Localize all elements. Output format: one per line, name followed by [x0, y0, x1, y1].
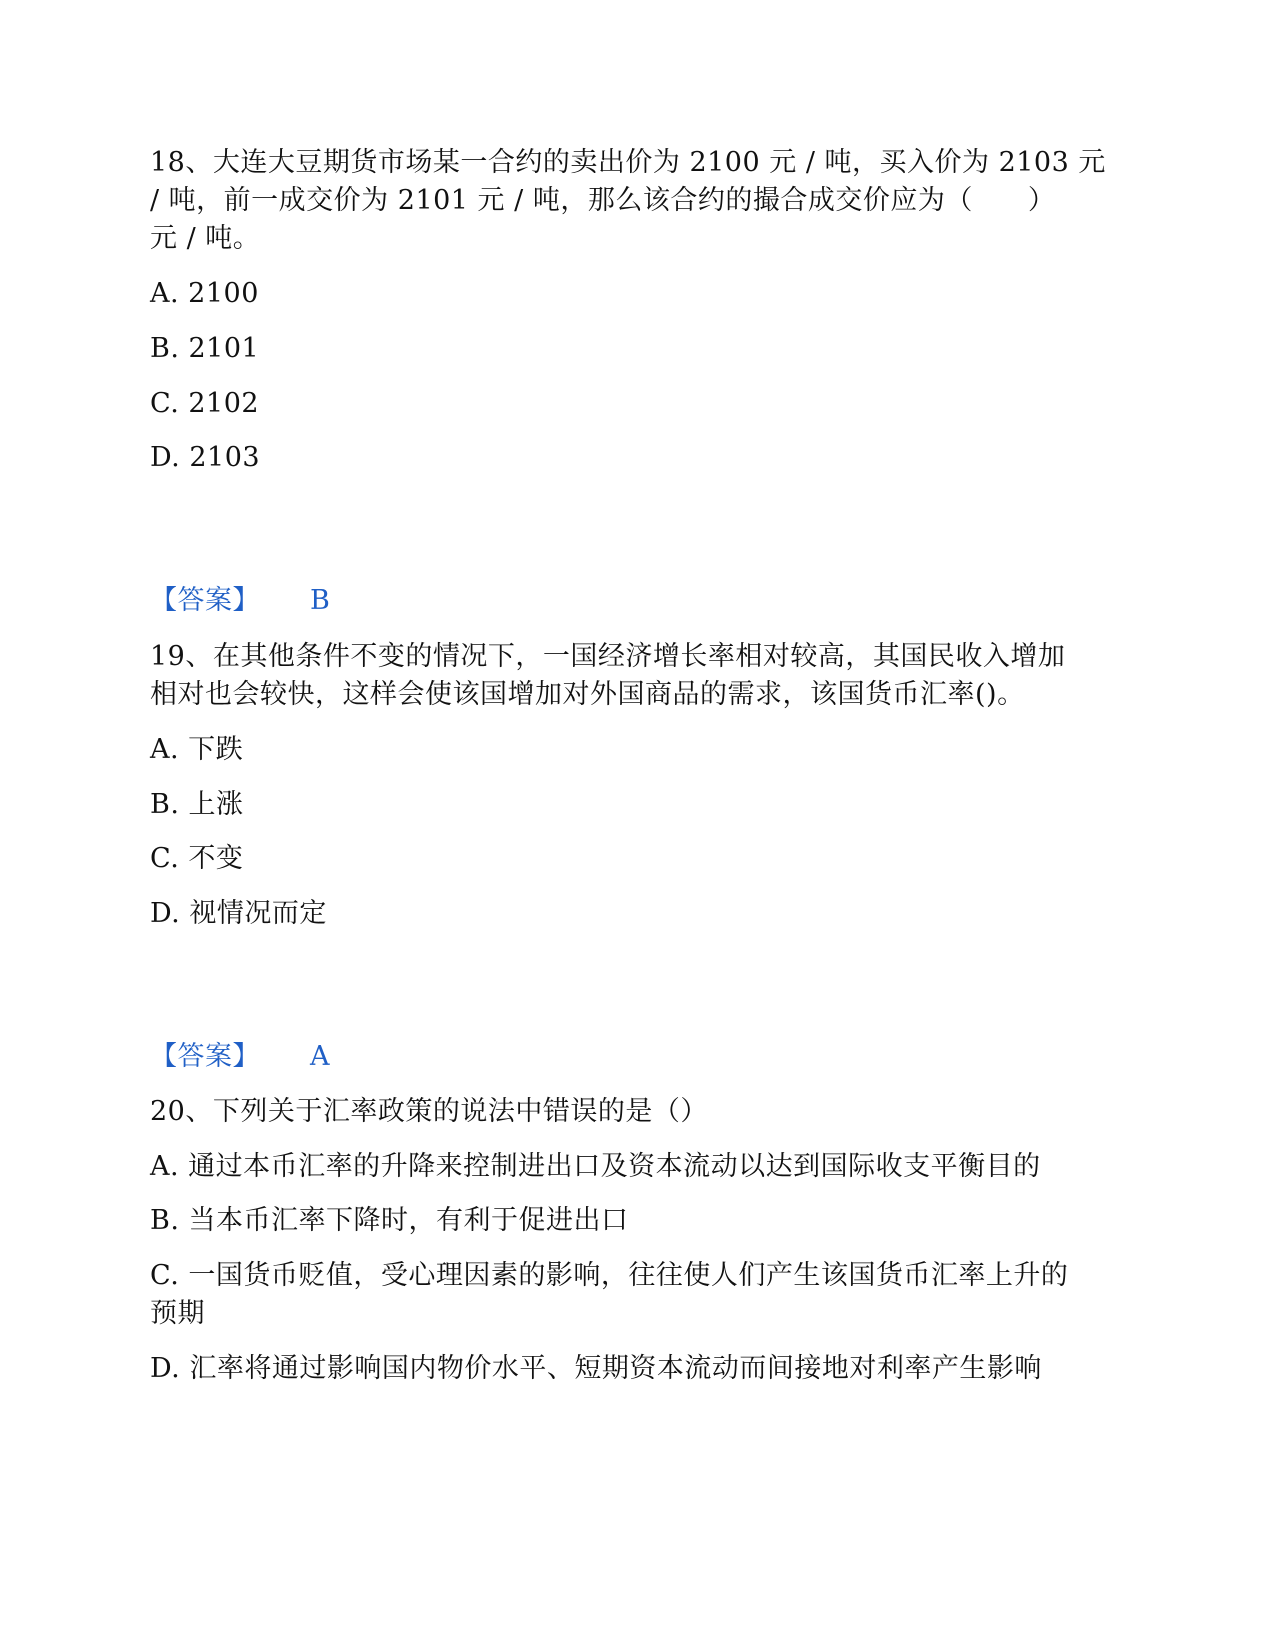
q19-option-c: C. 不变 [150, 843, 244, 874]
q18-stem-line-3: 元 / 吨。 [150, 223, 261, 254]
q19-option-b: B. 上涨 [150, 789, 244, 820]
q20-stem: 20、下列关于汇率政策的说法中错误的是（） [150, 1096, 708, 1127]
q18-answer-label: 【答案】 [150, 585, 260, 616]
q19-answer-value: A [310, 1041, 330, 1072]
q20-option-c: C. 一国货币贬值，受心理因素的影响，往往使人们产生该国货币汇率上升的 [150, 1260, 1069, 1291]
q19-option-a: A. 下跌 [150, 734, 244, 765]
q19-stem-line-1: 19、在其他条件不变的情况下，一国经济增长率相对较高，其国民收入增加 [150, 641, 1066, 672]
q20-option-b: B. 当本币汇率下降时，有利于促进出口 [150, 1205, 629, 1236]
q20-option-d: D. 汇率将通过影响国内物价水平、短期资本流动而间接地对利率产生影响 [150, 1353, 1042, 1384]
q19-answer-row [150, 1037, 330, 1077]
q20-option-c-continuation: 预期 [150, 1298, 205, 1329]
q18-option-c: C. 2102 [150, 388, 260, 419]
q18-stem-line-2: / 吨，前一成交价为 2101 元 / 吨，那么该合约的撮合成交价应为（ ） [150, 185, 1056, 216]
q19-answer-label: 【答案】 [150, 1041, 260, 1072]
q18-stem-line-1: 18、大连大豆期货市场某一合约的卖出价为 2100 元 / 吨，买入价为 2103 元 [150, 147, 1106, 178]
q19-option-d: D. 视情况而定 [150, 898, 327, 929]
q18-option-a: A. 2100 [150, 278, 259, 309]
q18-answer-row [150, 581, 330, 621]
q20-option-a: A. 通过本币汇率的升降来控制进出口及资本流动以达到国际收支平衡目的 [150, 1151, 1041, 1182]
q18-answer-value: B [310, 585, 331, 616]
q18-option-b: B. 2101 [150, 333, 260, 364]
q19-stem-line-2: 相对也会较快，这样会使该国增加对外国商品的需求，该国货币汇率()。 [150, 679, 1025, 710]
q18-option-d: D. 2103 [150, 442, 261, 473]
